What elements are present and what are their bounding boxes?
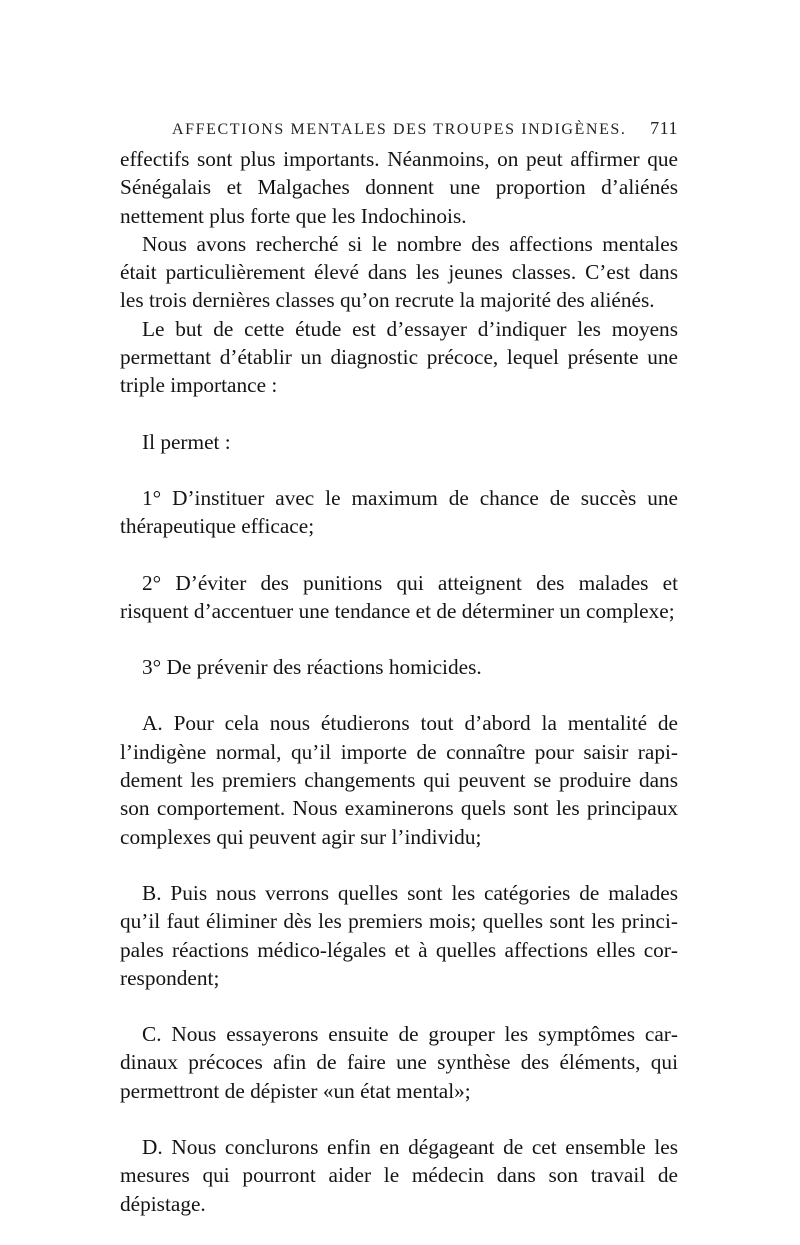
section-a: A. Pour cela nous étudierons tout d’abord la mentalité de l’indigène normal, qu’il importe de connaître pour saisir rapidement les premiers changements qui peuvent se produire dans son comportement. Nous examinerons quels sont les principaux complexes qui peuvent agir sur l’individu; [120,711,678,849]
body-text [120,145,678,1218]
list-item-2: 2° D’éviter des punitions qui atteignent des malades et risquent d’accentuer une tendance et de déterminer un complexe; [120,570,678,623]
list-item-1: 1° D’instituer avec le maximum de chance de succès une thérapeutique efficace; [120,485,678,539]
list-item-3: 3° De prévenir des réactions homicides. [142,655,482,680]
running-header [120,118,678,139]
paragraph-it-allows: Il permet : [142,429,231,454]
page-number: 711 [650,118,678,138]
section-d: D. Nous conclurons enfin en dégageant de cet ensemble les mesures qui pourront aider le médecin dans son travail de dépistage. [120,1135,678,1216]
section-c: C. Nous essayerons ensuite de grouper les symptômes cardinaux précoces afin de faire une synthèse des éléments, qui permettront de dépister «un état mental»; [120,1022,678,1103]
running-title: AFFECTIONS MENTALES DES TROUPES INDIGÈNES. [172,121,627,138]
section-b: B. Puis nous verrons quelles sont les catégories de malades qu’il faut éliminer dès les premiers mois; quelles sont les principales réactions médico-légales et à quelles affections elles correspondent; [120,880,678,990]
paragraph-classes: Nous avons recherché si le nombre des affections mentales était particulièrement élevé dans les jeunes classes. C’est dans les trois dernières classes qu’on recrute la majorité des aliénés. [120,231,678,313]
paragraph-continuation: effectifs sont plus importants. Néanmoins, on peut affirmer que Sénégalais et Malgaches donnent une proportion d’aliénés nettement plus forte que les Indochinois. [120,147,678,228]
paragraph-purpose: Le but de cette étude est d’essayer d’indiquer les moyens permettant d’établir un diagnostic précoce, lequel présente une triple importance : [120,316,678,398]
book-page [120,118,678,1218]
